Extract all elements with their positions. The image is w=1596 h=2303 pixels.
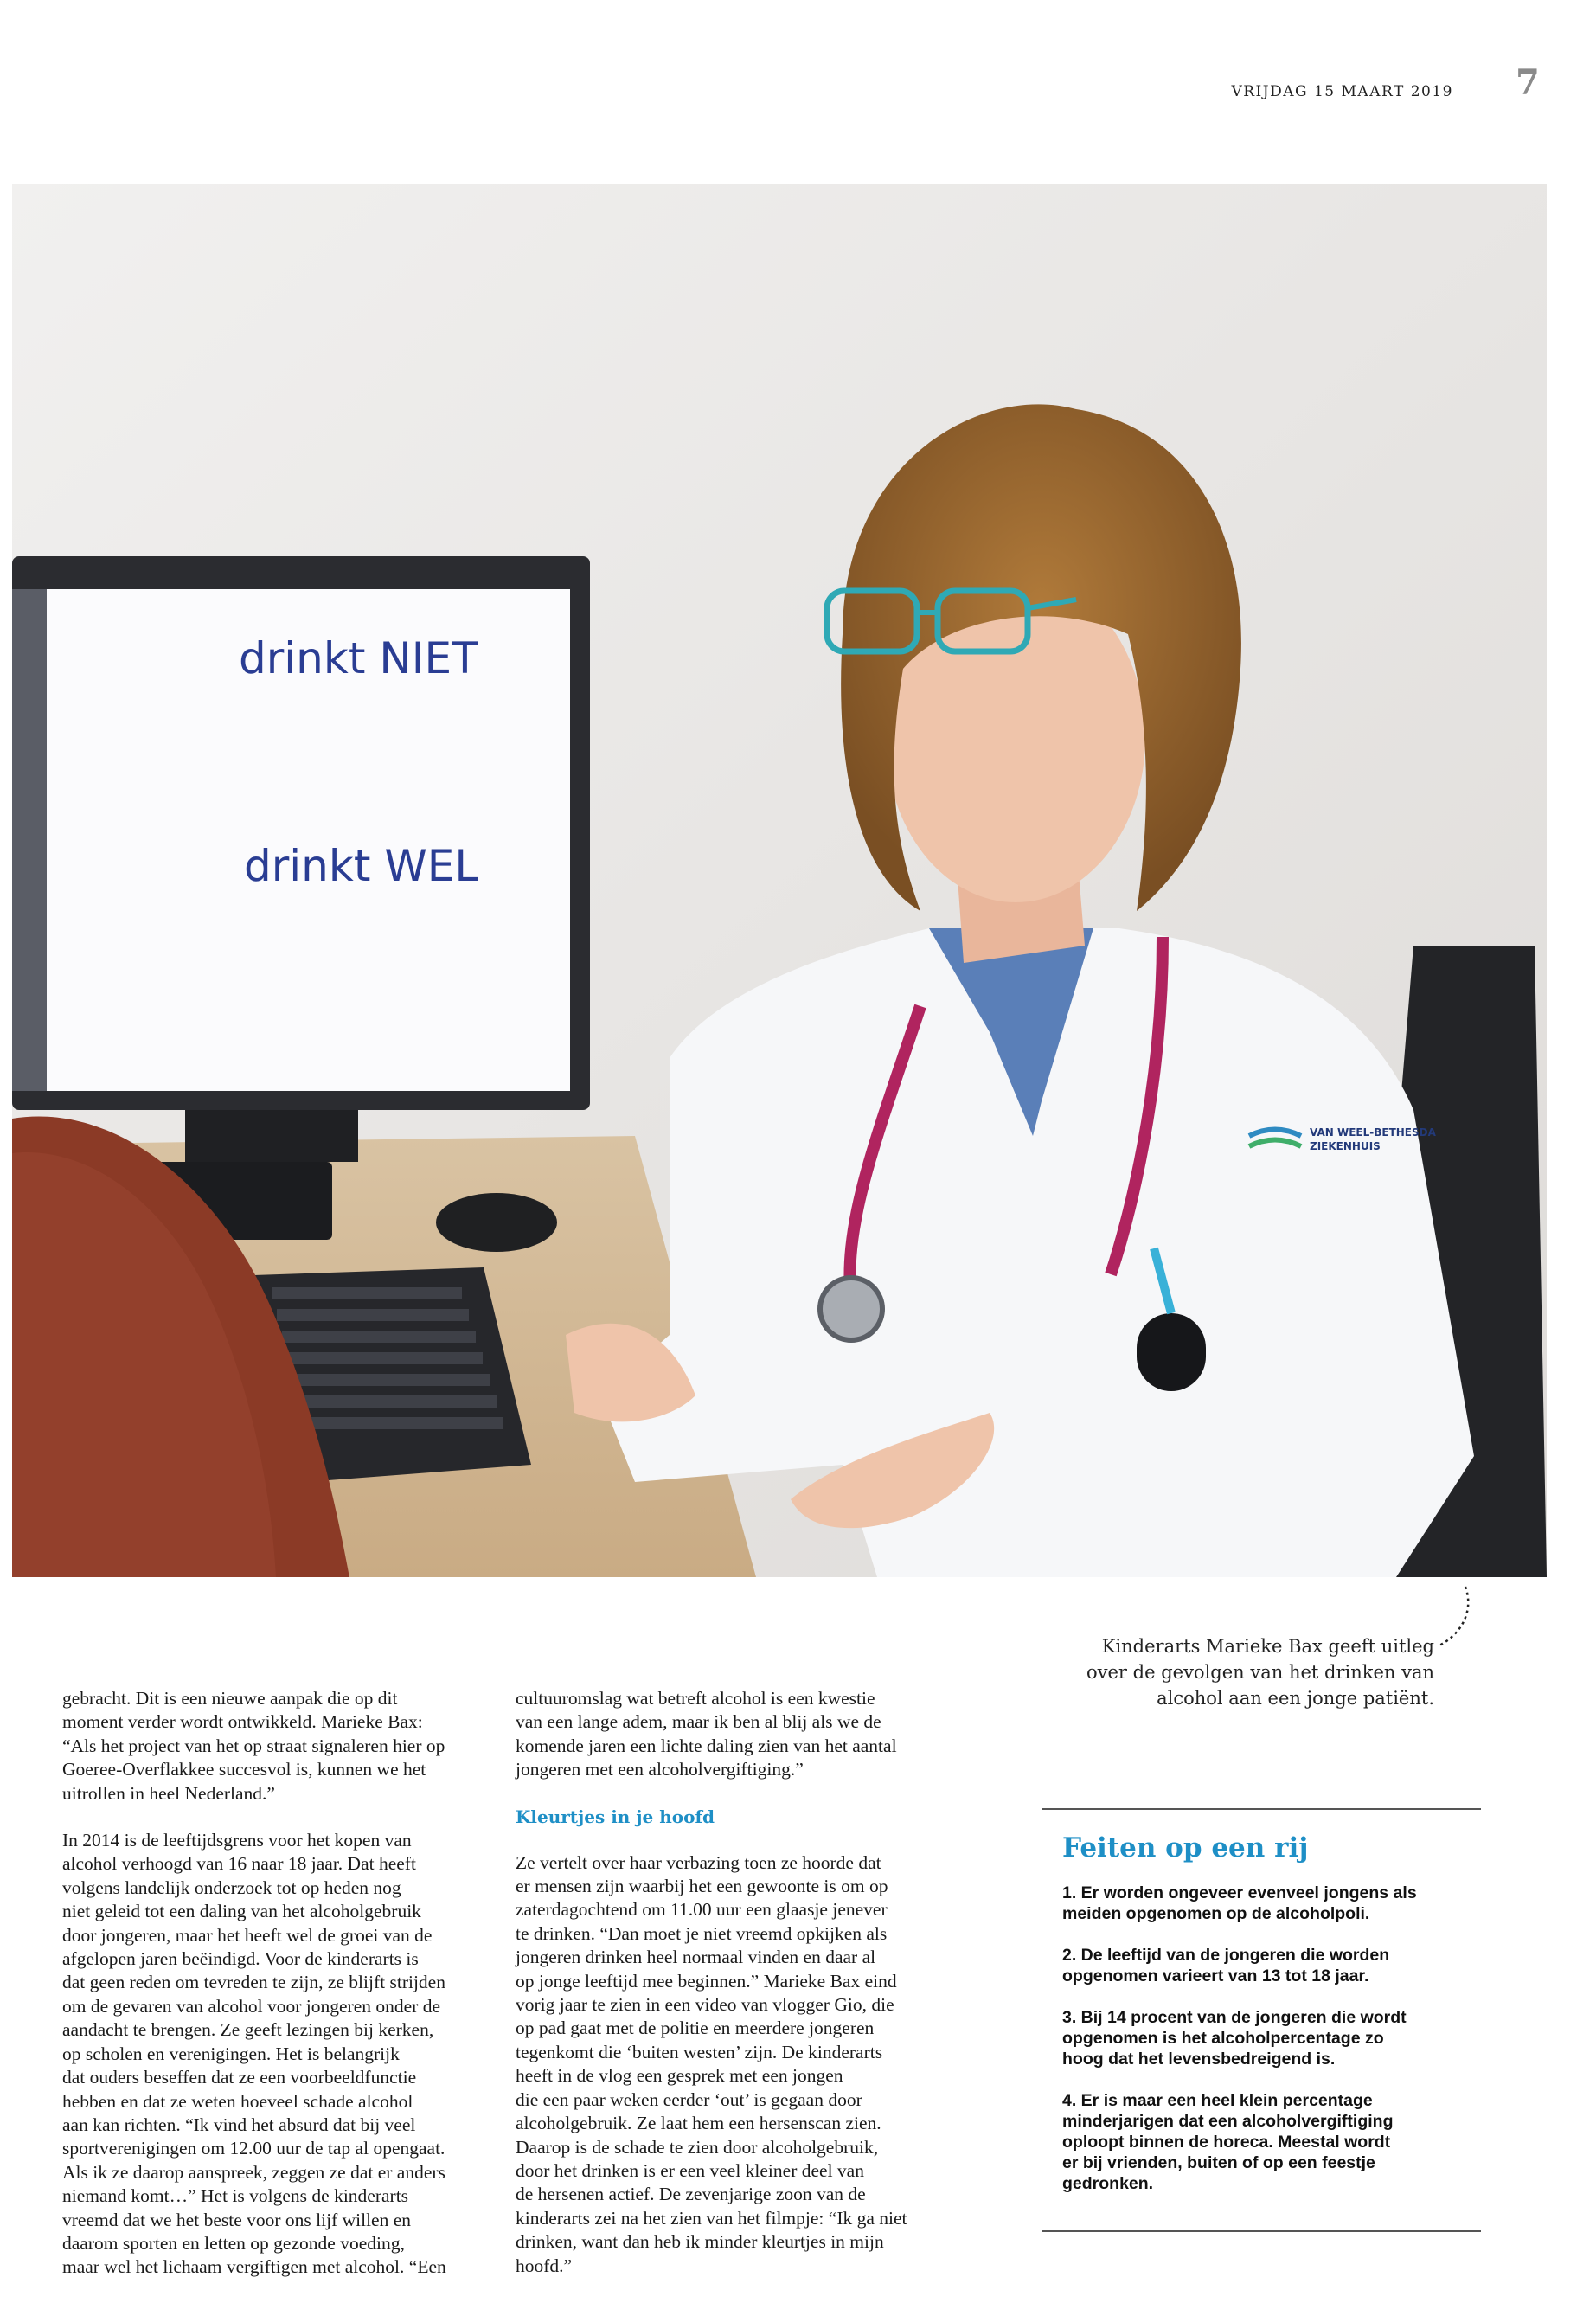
facts-title: Feiten op een rij xyxy=(1062,1832,1309,1864)
photo-caption: Kinderarts Marieke Bax geeft uitleg over de gevolgen van het drinken van alcohol aan een jonge patiënt. xyxy=(1086,1636,1434,1709)
paragraph: In 2014 is de leeftijdsgrens voor het kopen van alcohol verhoogd van 16 naar 18 jaar. Dat heeft volgens landelijk onderzoek tot op heden nog niet geleid tot een daling van het alcoholgebruik door jongeren, maar het heeft wel de groei van de afgelopen jaren beëindigd. Voor de kinderarts is dat geen reden om tevreden te zijn, ze blijft strijden om de gevaren van alcohol voor jongeren onder de aandacht te brengen. Ze geeft lezingen bij kerken, op scholen en verenigingen. Het is belangrijk dat ouders beseffen dat ze een voorbeeldfunctie hebben en dat ze weten hoeveel schade alcohol aan kan richten. “Ik vind het absurd dat bij veel sportverenigingen om 12.00 uur de tap al opengaat. Als ik ze daarop aanspreek, zeggen ze dat er anders niemand komt…” Het is volgens de kinderarts vreemd dat we het beste voor ons lijf willen en daarom sporten en letten op gezonde voeding, maar wel het lichaam vergiftigen met alcohol. “Een xyxy=(62,1830,446,2278)
subheading: Kleurtjes in je hoofd xyxy=(516,1806,715,1827)
article-column-1 xyxy=(62,1687,495,2303)
paragraph: Ze vertelt over haar verbazing toen ze hoorde dat er mensen zijn waarbij het een gewoonte is om op zaterdagochtend om 11.00 uur een glaasje jenever te drinken. “Dan moet je niet vreemd opkijken als jongeren drinken heel normaal vinden en daar al op jonge leeftijd mee beginnen.” Marieke Bax eind vorig jaar te zien in een video van vlogger Gio, die op pad gaat met de politie en meerdere jongeren tegenkomt die ‘buiten westen’ zijn. De kinderarts heeft in de vlog een gesprek met een jongen die een paar weken eerder ‘out’ is gegaan door alcoholgebruik. Ze laat hem een hersenscan zien. Daarop is de schade te zien door alcoholgebruik, door het drinken is er een veel kleiner deel van de hersenen actief. De zevenjarige zoon van de kinderarts zei na het zien van het filmpje: “Ik ga niet drinken, want dan heb ik minder kleurtjes in mijn hoofd.” xyxy=(516,1851,907,2276)
dateline: VRIJDAG 15 MAART 2019 xyxy=(1231,83,1453,100)
facts-box xyxy=(1042,1808,1481,2232)
screen-text-wel: drinkt WEL xyxy=(244,841,479,891)
badge-text-1: VAN WEEL-BETHESDA xyxy=(1310,1126,1436,1139)
caption-arrow-icon xyxy=(1436,1585,1488,1654)
fact-item: 3. Bij 14 procent van de jongeren die wordt opgenomen is het alcoholpercentage zo hoog dat het levensbedreigend is. xyxy=(1062,2008,1407,2069)
fact-item: 2. De leeftijd van de jongeren die worden opgenomen varieert van 13 tot 18 jaar. xyxy=(1062,1946,1390,1985)
paragraph: cultuuromslag wat betreft alcohol is een kwestie van een lange adem, maar ik ben al blij als we de komende jaren een lichte daling zien van het aantal jongeren met een alcoholvergiftiging.” xyxy=(516,1688,897,1780)
fact-item: 4. Er is maar een heel klein percentage minderjarigen dat een alcoholvergiftiging oploopt binnen de horeca. Meestal wordt er bij vrienden, buiten of op een feestje gedronken. xyxy=(1062,2091,1394,2193)
screen-text-niet: drinkt NIET xyxy=(239,633,478,683)
badge-text-2: ZIEKENHUIS xyxy=(1310,1140,1381,1152)
paragraph: gebracht. Dit is een nieuwe aanpak die op dit moment verder wordt ontwikkeld. Marieke Bax: “Als het project van het op straat signaleren hier op Goeree-Overflakkee succesvol is, kunnen we het uitrollen in heel Nederland.” xyxy=(62,1688,445,1804)
fact-item: 1. Er worden ongeveer evenveel jongens als meiden opgenomen op de alcoholpoli. xyxy=(1062,1883,1417,1923)
article-photo xyxy=(12,184,1547,1577)
article-column-2 xyxy=(516,1687,958,2301)
page-number: 7 xyxy=(1516,62,1540,103)
